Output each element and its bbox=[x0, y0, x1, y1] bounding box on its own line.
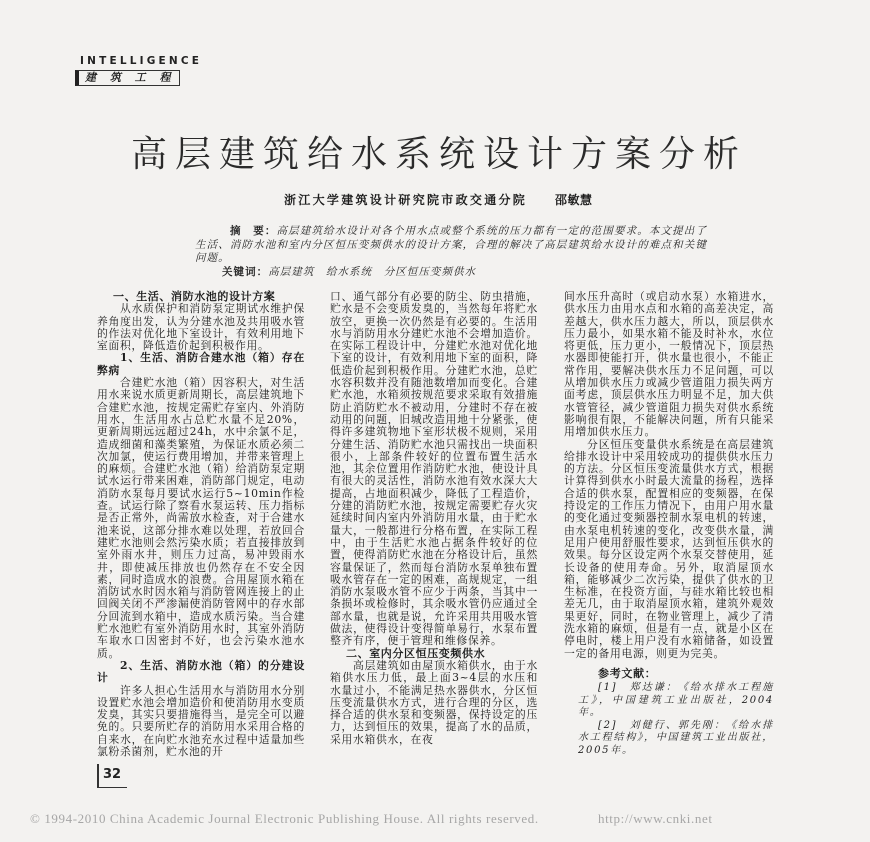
section-heading: 一、生活、消防水池的设计方案 bbox=[113, 290, 276, 303]
section-heading: 二、室内分区恒压变频供水 bbox=[346, 646, 486, 660]
keywords-label: 关键词： bbox=[222, 265, 269, 278]
footer-copyright: © 1994-2010 China Academic Journal Electronic Publishing House. All rights reserved. bbox=[30, 811, 539, 826]
body-paragraph: 许多人担心生活用水与消防用水分别设置贮水池会增加造价和使消防用水变质发臭，其实只要措施得当，是完全可以避免的。只要所贮存的消防用水采用合格的自来水，在向贮水池充水过程中适量加些氯粉杀菌剂，贮水池的开 bbox=[97, 683, 305, 758]
abstract-label: 摘 要： bbox=[230, 225, 277, 237]
body-paragraph-continued: 间水压升高时（或启动水泵）水箱进水，供水压力由用水点和水箱的高差决定，高差越大，供水压力越大，所以，顶层供水压力最小，如果水箱不能及时补水，水位将更低，压力更小，一般情况下，顶层热水器即使能打开，供水量也很小，不能正常作用，要解决供水压力不足问题，可以从增加供水压力或减少管道阻力损失两方面考虑，顶层供水压力明显不足，加大供水管管径，减少管道阻力损失对供水系统影响很有限，不能解决问题，所有只能采用增加供水压力。 bbox=[564, 290, 774, 439]
author-name: 邵敏慧 bbox=[555, 193, 593, 207]
body-paragraph: 分区恒压变量供水系统是在高层建筑给排水设计中采用较成功的提供供水压力的方法。分区恒压变流量供水方式，根据计算得到供水小时最大流量的扬程，选择合适的供水泵，配置相应的变频器，在保持设定的工作压力情况下，由用户用水量的变化通过变频器控制水泵电机的转速，由水泵电机转速的变化，改变供水量，满足用户使用舒服性要求，达到恒压供水的效果。每分区设定两个水泵交替使用，延长设备的使用寿命。另外，取消屋顶水箱，能够减少二次污染，提供了供水的卫生标准，在投资方面，与硅水箱比较也相差无几，由于取消屋顶水箱，建筑外观效果更好，同时，在物业管理上，减少了清洗水箱的麻烦，但是有一点，就是小区在停电时，楼上用户没有水箱储备，如设置一定的备用电源，则更为完美。 bbox=[564, 437, 774, 660]
abstract-paragraph bbox=[195, 225, 707, 266]
subsection-heading: 1、生活、消防合建水池（箱）存在弊病 bbox=[97, 351, 305, 377]
reference-item: [1] 郑达谦：《给水排水工程施工》，中国建筑工业出版社，2004年。 bbox=[578, 682, 774, 719]
page-number: 32 bbox=[97, 764, 127, 788]
text-column-2 bbox=[330, 291, 538, 746]
abstract-block bbox=[195, 225, 707, 279]
article-title: 高层建筑给水系统设计方案分析 bbox=[130, 134, 747, 175]
keywords-text: 高层建筑 给水系统 分区恒压变频供水 bbox=[268, 265, 477, 278]
abstract-text: 高层建筑给水设计对各个用水点或整个系统的压力都有一定的范围要求。本文提出了生活、消防水池和室内分区恒压变频供水的设计方案，合理的解决了高层建筑给水设计的难点和关键问题。 bbox=[195, 225, 707, 264]
footer-url: http://www.cnki.net bbox=[598, 811, 713, 826]
text-column-3 bbox=[564, 291, 774, 757]
references-heading: 参考文献： bbox=[598, 666, 657, 680]
body-paragraph: 合建贮水池（箱）因容积大，对生活用水来说水质更新周期长，高层建筑地下合建贮水池，按规定需贮存室内、外消防用水，生活用水占总贮水量不足20%，更新周期远远超过24h，水中余氯不足，造成细菌和藻类繁殖，为保证水质必须二次加氯，使运行费用增加，并带来管理上的麻烦。合建贮水池（箱）给消防泵定期试水运行带来困难，消防部门规定，电动消防水泵每月要试水运行5~10min作检查。试运行除了察看水泵运转、压力指标是否正常外，尚需放水检查，对于合建水池来说，这部分排水难以处理，若放回合建贮水池则会然污染水质；若直接排放到室外雨水井，则压力过高，易冲毁雨水井，即使减压排放也仍然存在不安全因素，同时造成水的浪费。合用屋顶水箱在消防试水时因水箱与消防管网连接上的止回阀关闭不严渗漏使消防管网中的存水部分回流到水箱中，造成水质污染。当合建贮水池贮有室外消防用水时，其室外消防车取水口因密封不好，也会污染水池水质。 bbox=[97, 376, 305, 660]
author-affiliation: 浙江大学建筑设计研究院市政交通分院 bbox=[284, 193, 528, 207]
text-column-1 bbox=[97, 291, 305, 758]
body-paragraph-continued: 口、通气部分有必要的防尘、防虫措施，贮水是不会变质发臭的，当然每年将贮水放空，更换一次仍然是有必要的。生活用水与消防用水分建贮水池不会增加造价。在实际工程设计中，分建贮水池对优化地下室的设计，有效利用地下室的面积，降低造价起到积极作用。分建贮水池，总贮水容积数并没有随池数增加而变化。合建贮水池，水箱须按规范要求采取有效措施防止消防贮水不被动用，分建时不存在被动用的问题，旧城改造用地十分紧张，使得许多建筑物地下室形状极不规则，采用分建生活、消防贮水池只需找出一块面积很小，上部条件较好的位置布置生活水池，其余位置用作消防贮水池，使设计具有很大的灵活性，消防水池有效水深大大提高，占地面积减少，降低了工程造价，分建的消防贮水池，按规定需要贮存火灾延续时间内室内外消防用水量，由于贮水量大，一般都进行分格布置，在实际工程中，由于生活贮水池占据条件较好的位置，使得消防贮水池在分格设计后，虽然容量保证了，然而每台消防水泵单独布置吸水管存在一定的困难，高规规定，一组消防水泵吸水管不应少于两条，当其中一条损坏或检修时，其余吸水管仍应通过全部水量，也就是说，允许采用共用吸水管做法，使得设计变得简单易行，水泵布置整齐有序，便于管理和维修保养。 bbox=[330, 290, 538, 648]
body-paragraph: 高层建筑如由屋顶水箱供水，由于水箱供水压力低，最上面3~4层的水压和水量过小，不能满足热水器供水，分区恒压变流量供水方式，进行合理的分区，选择合适的供水泵和变频器，保持设定的压力，达到恒压的效果，提高了水的品质，采用水箱供水，在夜 bbox=[330, 658, 538, 746]
keywords-line bbox=[195, 266, 707, 280]
section-label-box: 建 筑 工 程 bbox=[75, 70, 180, 86]
journal-header-english: INTELLIGENCE bbox=[80, 55, 203, 67]
reference-item: [2] 刘健行、郭先刚：《给水排水工程结构》，中国建筑工业出版社，2005年。 bbox=[578, 719, 774, 756]
subsection-heading: 2、生活、消防水池（箱）的分建设计 bbox=[97, 658, 305, 685]
body-paragraph: 从水质保护和消防泵定期试水维护保养角度出发，认为分建水池及共用吸水管的作法对优化地下室设计，有效利用地下室面积，降低造价起到积极作用。 bbox=[97, 302, 305, 353]
